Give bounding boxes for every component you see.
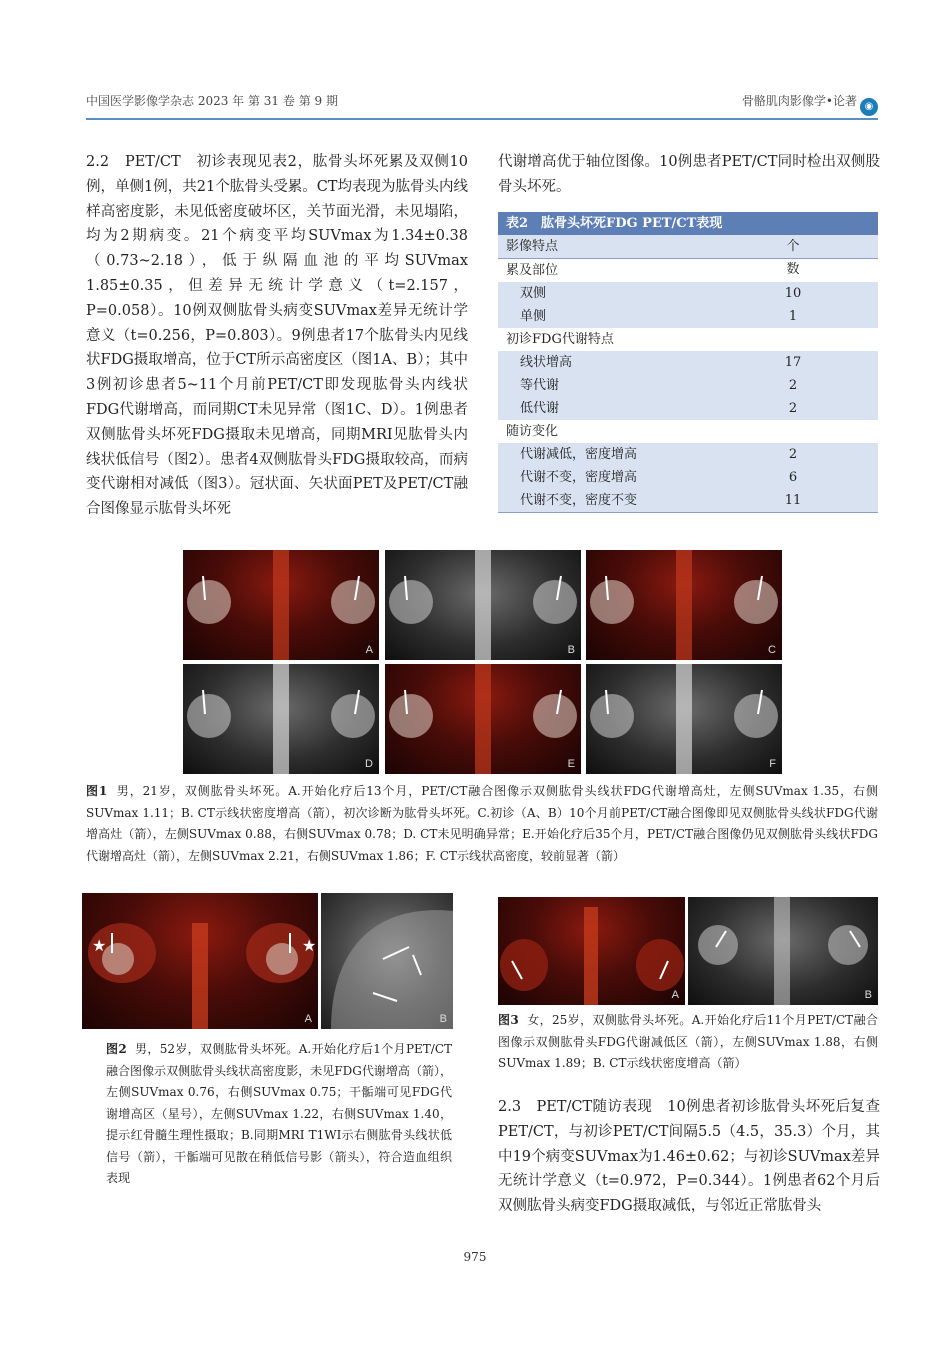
panel-label: B: [567, 644, 575, 656]
section-2-3-text: 2.3 PET/CT随访表现 10例患者初诊肱骨头坏死后复查PET/CT，与初诊PET/CT间隔5.5（4.5，35.3）个月，其中19个病变SUVmax为1.46±0.62；与初诊SUVmax差异无统计学意义（t=0.972，P=0.344）。1例患者62个月后双侧肱骨头病变FDG摄取减低，与邻近正常肱骨头: [498, 1099, 880, 1215]
table-cell-value: 10: [784, 286, 802, 301]
figure-3-panel-b: [688, 897, 878, 1005]
table-row: [498, 489, 878, 513]
figure-2-panel-b: [321, 893, 453, 1029]
journal-info: 中国医学影像学杂志 2023 年 第 31 卷 第 9 期: [86, 94, 338, 108]
table-cell-label: 单侧: [520, 309, 547, 324]
table-cell-label: 初诊FDG代谢特点: [506, 332, 614, 347]
table-title: 表2 肱骨头坏死FDG PET/CT表现: [498, 212, 878, 235]
table-row: [498, 259, 878, 282]
panel-label: A: [365, 644, 373, 656]
table-cell-label: 低代谢: [520, 401, 560, 416]
table-row: [498, 374, 878, 397]
table-cell-value: 6: [788, 470, 798, 485]
table-cell-value: 11: [784, 493, 802, 508]
table-cell-value: 2: [788, 447, 798, 462]
table-header-row: 影像特点 个数: [498, 235, 878, 259]
table-cell-value: 2: [788, 401, 798, 416]
table-cell-label: 线状增高: [520, 355, 573, 370]
figure-1-caption: 图1 男，21岁，双侧肱骨头坏死。A.开始化疗后13个月，PET/CT融合图像示双侧肱骨头线状FDG代谢增高灶，左侧SUVmax 1.35，右侧SUVmax 1.11；B. CT示线状密度增高（箭），初次诊断为肱骨头坏死。C.初诊（A、B）10个月前PET/CT融合图像即见双侧肱骨头线状FDG代谢增高灶（箭），左侧SUVmax 0.88，右侧SUVmax 0.78；D. CT未见明确异常；E.开始化疗后35个月，PET/CT融合图像仍见双侧肱骨头线状FDG代谢增高灶（箭），左侧SUVmax 2.21，右侧SUVmax 1.86；F. CT示线状高密度，较前显著（箭）: [86, 784, 878, 863]
table-cell-value: 17: [784, 355, 802, 370]
table-row: [498, 466, 878, 489]
figure-1-panel-c: [586, 550, 782, 660]
table-row: [498, 282, 878, 305]
table-row: [498, 328, 878, 351]
journal-logo-icon: ◉: [860, 98, 878, 116]
figure-1-panel-f: [586, 664, 782, 774]
page-number: 975: [463, 1250, 487, 1264]
section-2-2-text: 2.2 PET/CT 初诊表现见表2，肱骨头坏死累及双侧10例，单侧1例，共21个肱骨头受累。CT均表现为肱骨头内线样高密度影，未见低密度破坏区，关节面光滑，未见塌陷，均为2期病变。21个病变平均SUVmax为1.34±0.38（0.73~2.18），低于纵隔血池的平均SUVmax 1.85±0.35，但差异无统计学意义（t=2.157，P=0.058）。10例双侧肱骨头病变SUVmax差异无统计学意义（t=0.256，P=0.803）。9例患者17个肱骨头内见线状FDG摄取增高，位于CT所示高密度区（图1A、B）；其中3例初诊患者5~11个月前PET/CT即发现肱骨头内线状FDG代谢增高，而同期CT未见异常（图1C、D）。1例患者双侧肱骨头坏死FDG摄取未见增高，同期MRI见肱骨头内线状低信号（图2）。患者4双侧肱骨头FDG摄取较高，而病变代谢相对减低（图3）。冠状面、矢状面PET及PET/CT融合图像显示肱骨头坏死: [86, 154, 468, 518]
table-cell-label: 累及部位: [506, 263, 559, 278]
table-cell-label: 代谢不变，密度增高: [520, 470, 638, 485]
panel-label: A: [304, 1013, 312, 1025]
figure-3-panel-a: [498, 897, 685, 1005]
panel-label: B: [864, 989, 872, 1001]
table-body: [498, 259, 878, 513]
table-row: [498, 305, 878, 328]
table-cell-label: 代谢不变，密度不变: [520, 493, 638, 508]
table-2: [498, 212, 878, 513]
table-row: [498, 351, 878, 374]
section-title: 骨骼肌肉影像学•论著 ◉: [742, 92, 878, 116]
table-cell-label: 代谢减低，密度增高: [520, 447, 638, 462]
panel-label: F: [769, 758, 776, 770]
panel-label: A: [671, 989, 679, 1001]
panel-label: E: [567, 758, 575, 770]
panel-label: C: [768, 644, 776, 656]
header-rule: [86, 118, 878, 120]
figure-1-panel-b: [385, 550, 581, 660]
figure-1-panel-e: [385, 664, 581, 774]
table-cell-label: 双侧: [520, 286, 547, 301]
panel-label: D: [365, 758, 373, 770]
right-column-text: 代谢增高优于轴位图像。10例患者PET/CT同时检出双侧股骨头坏死。: [498, 154, 880, 195]
table-cell-value: 2: [788, 378, 798, 393]
figure-2-panel-a: [82, 893, 318, 1029]
figure-1-panel-d: [183, 664, 379, 774]
figure-1-panel-a: [183, 550, 379, 660]
svg-text:★: ★: [92, 936, 107, 955]
table-row: [498, 443, 878, 466]
figure-3-caption: 图3 女，25岁，双侧肱骨头坏死。A.开始化疗后11个月PET/CT融合图像示双侧肱骨头FDG代谢减低区（箭），左侧SUVmax 1.88，右侧SUVmax 1.89；B. CT示线状密度增高（箭）: [498, 1013, 878, 1070]
table-cell-label: 随访变化: [506, 424, 559, 439]
table-row: [498, 397, 878, 420]
panel-label: B: [439, 1013, 447, 1025]
svg-text:★: ★: [302, 936, 317, 955]
figure-2-caption: 图2 男，52岁，双侧肱骨头坏死。A.开始化疗后1个月PET/CT融合图像示双侧肱骨头线状高密度影，未见FDG代谢增高（箭），左侧SUVmax 0.76，右侧SUVmax 0.75；干骺端可见FDG代谢增高区（星号），左侧SUVmax 1.22，右侧SUVmax 1.40，提示红骨髓生理性摄取；B.同期MRI T1WI示右侧肱骨头线状低信号（箭），干骺端可见散在稍低信号影（箭头），符合造血组织表现: [106, 1042, 453, 1185]
running-header: [86, 92, 878, 114]
table-cell-value: 1: [788, 309, 798, 324]
table-cell-label: 等代谢: [520, 378, 560, 393]
table-row: [498, 420, 878, 443]
